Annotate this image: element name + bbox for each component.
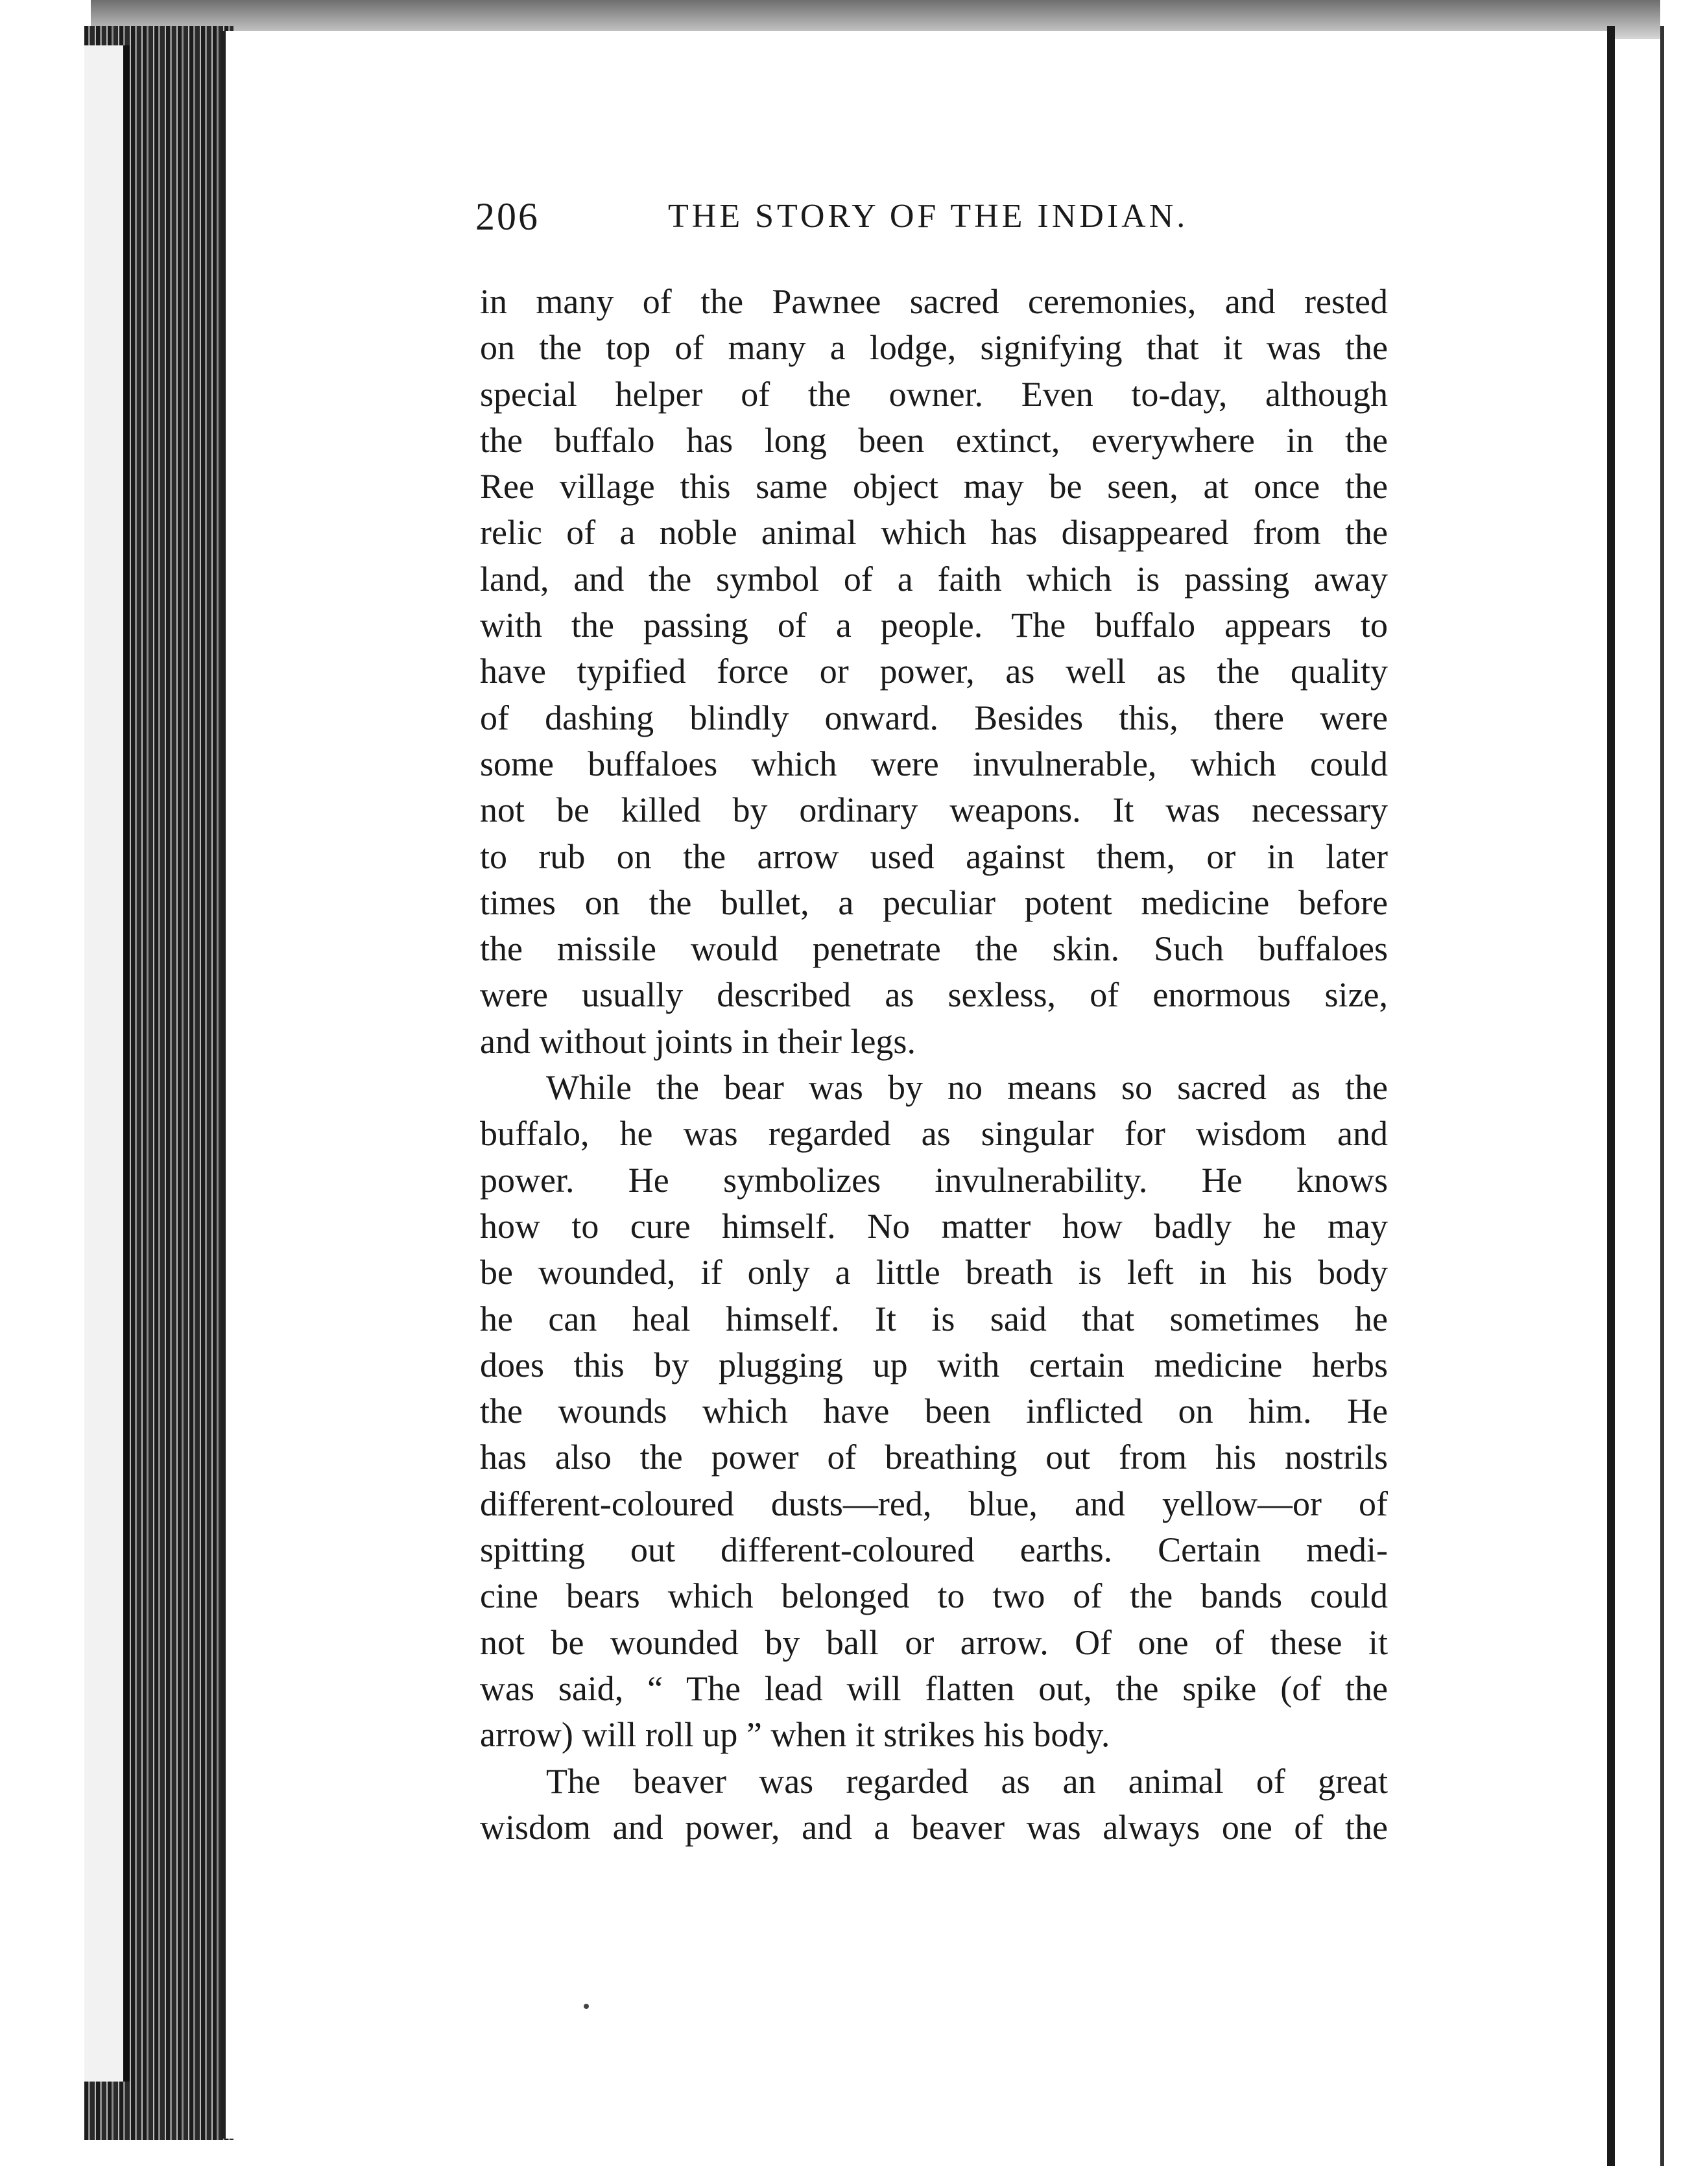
scan-border: [1660, 26, 1664, 2166]
text-line: cine bears which belonged to two of the bands could: [480, 1576, 1388, 1616]
text-line: how to cure himself. No matter how badly he may: [480, 1206, 1388, 1246]
text-line: spitting out different-coloured earths. Certain medi-: [480, 1530, 1388, 1570]
text-line: land, and the symbol of a faith which is passing away: [480, 559, 1388, 599]
paragraph-start-line: While the bear was by no means so sacred as the: [546, 1068, 1388, 1108]
text-line: have typified force or power, as well as the quality: [480, 652, 1388, 691]
text-line: does this by plugging up with certain medicine herbs: [480, 1345, 1388, 1384]
page-right-edge: [1607, 26, 1615, 2166]
text-line: relic of a noble animal which has disappeared from the: [480, 513, 1388, 552]
text-line: times on the bullet, a peculiar potent medicine before: [480, 883, 1388, 922]
running-header: [475, 195, 1383, 246]
text-line: the buffalo has long been extinct, everywhere in the: [480, 420, 1388, 460]
text-line: not be killed by ordinary weapons. It was necessary: [480, 790, 1388, 830]
body-text: [480, 279, 1388, 1851]
book-cover-edge: [84, 45, 130, 2082]
text-line: wisdom and power, and a beaver was always one of the: [480, 1807, 1388, 1847]
text-line: were usually described as sexless, of enormous size,: [480, 975, 1388, 1015]
text-line: buffalo, he was regarded as singular for wisdom and: [480, 1114, 1388, 1154]
text-line: in many of the Pawnee sacred ceremonies, and rested: [480, 282, 1388, 321]
running-title: THE STORY OF THE INDIAN.: [668, 198, 1189, 235]
text-line: the wounds which have been inflicted on him. He: [480, 1392, 1388, 1431]
text-line: not be wounded by ball or arrow. Of one of these it: [480, 1622, 1388, 1662]
text-line: has also the power of breathing out from his nostrils: [480, 1438, 1388, 1477]
scan-speck: [584, 2004, 589, 2009]
text-line: was said, “ The lead will flatten out, the spike (of the: [480, 1668, 1388, 1708]
text-line: different-coloured dusts—red, blue, and yellow—or of: [480, 1484, 1388, 1523]
text-line: he can heal himself. It is said that sometimes he: [480, 1299, 1388, 1338]
text-line: Ree village this same object may be seen, at once the: [480, 467, 1388, 506]
text-line: to rub on the arrow used against them, or in later: [480, 837, 1388, 876]
text-line: power. He symbolizes invulnerability. He knows: [480, 1160, 1388, 1200]
paragraph-end-line: arrow) will roll up ” when it strikes his body.: [480, 1715, 1110, 1755]
text-line: on the top of many a lodge, signifying that it was the: [480, 328, 1388, 368]
paragraph-end-line: and without joints in their legs.: [480, 1021, 916, 1061]
text-line: with the passing of a people. The buffalo appears to: [480, 606, 1388, 645]
text-line: of dashing blindly onward. Besides this, there were: [480, 698, 1388, 737]
paragraph-start-line: The beaver was regarded as an animal of great: [546, 1761, 1388, 1801]
text-line: some buffaloes which were invulnerable, which could: [480, 744, 1388, 783]
page-number: 206: [475, 195, 540, 238]
text-line: the missile would penetrate the skin. Such buffaloes: [480, 929, 1388, 969]
text-line: special helper of the owner. Even to-day, although: [480, 374, 1388, 414]
text-line: be wounded, if only a little breath is left in his body: [480, 1253, 1388, 1292]
